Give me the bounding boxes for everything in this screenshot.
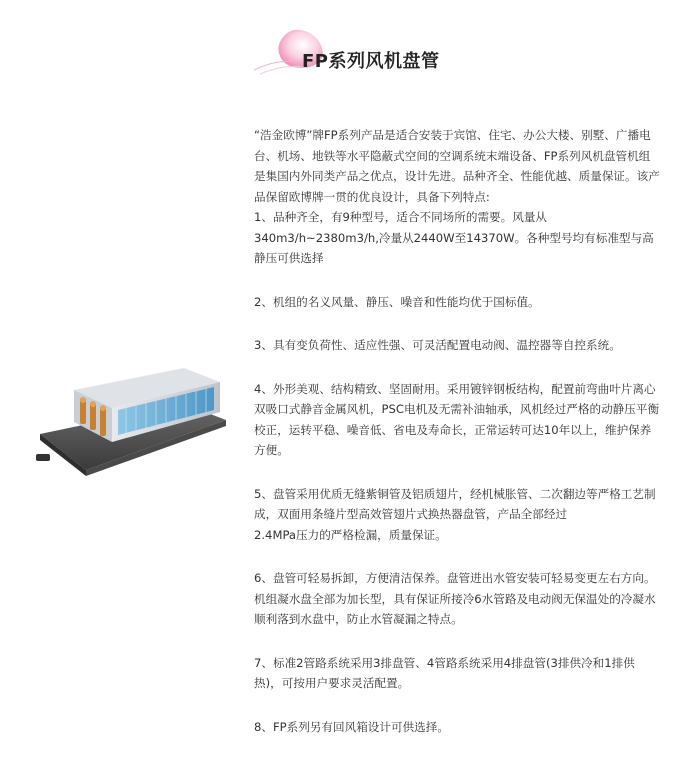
title-section — [250, 28, 510, 88]
fan-coil-unit-image — [34, 360, 234, 480]
feature-item-5: 5、盘管采用优质无缝紫铜管及铝质翅片，经机械胀管、二次翻边等严格工艺制成，双面用条缝片型高效管翅片式换热器盘管，产品全部经过 2.4MPa压力的严格检漏，质量保证。 — [254, 486, 656, 542]
feature-item-6: 6、盘管可轻易拆卸，方便清洁保养。盘管进出水管安装可轻易变更左右方向。机组凝水盘全部为加长型，具有保证所接冷6水管路及电动阀无保温处的冷凝水顺利落到水盘中，防止水管凝漏之特点。 — [254, 571, 656, 626]
feature-item-3: 3、具有变负荷性、适应性强、可灵活配置电动阀、温控器等自控系统。 — [254, 338, 621, 352]
feature-item-8: 8、FP系列另有回风箱设计可供选择。 — [254, 719, 449, 734]
feature-item-2: 2、机组的名义风量、静压、噪音和性能均优于国标值。 — [254, 294, 540, 309]
product-description — [254, 125, 660, 737]
page-title: FP系列风机盘管 — [302, 51, 440, 72]
feature-item-4: 4、外形美观、结构精致、坚固耐用。采用镀锌钢板结构，配置前弯曲叶片离心双吸口式静音金属风机，PSC电机及无需补油轴承，风机经过严格的动静压平衡校正，运转平稳、噪音低、省电及寿命长，正常运转可达10年以上，维护保养方便。 — [254, 381, 660, 457]
intro-paragraph: “浩金欧博”牌FP系列产品是适合安装于宾馆、住宅、办公大楼、别墅、广播电台、机场、地铁等水平隐蔽式空间的空调系统末端设备、FP系列风机盘管机组是集国内外同类产品之优点，设计先进。品种齐全、性能优越、质量保证。该产品保留欧博牌一贯的优良设计，具备下列特点: — [254, 128, 660, 204]
feature-item-7: 7、标准2管路系统采用3排盘管、4管路系统采用4排盘管(3排供冷和1排供热)，可按用户要求灵活配置。 — [254, 655, 635, 690]
feature-item-1: 1、品种齐全，有9种型号，适合不同场所的需要。风量从 340m3/h~2380m3/h,冷量从2440W至14370W。各种型号均有标准型与高静压可供选择 — [254, 210, 654, 265]
